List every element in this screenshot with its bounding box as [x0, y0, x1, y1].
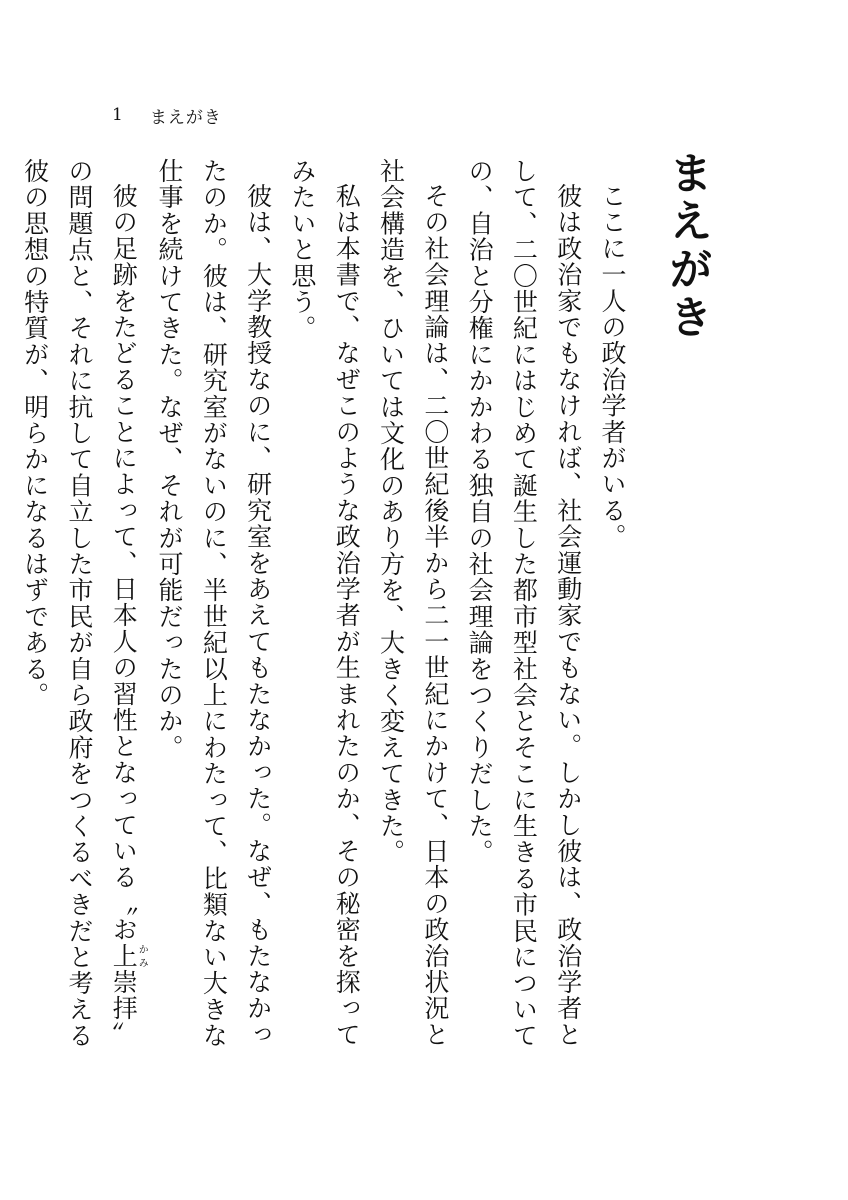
- paragraph-text: 崇拝〟の問題点と、それに抗して自立した市民が自ら政府をつくるべきだと考える彼の思想の特質が、明らかになるはずである。: [20, 158, 139, 1049]
- ruby-base: 上: [109, 942, 139, 970]
- body-text: [20, 158, 634, 1070]
- paragraph: 彼は政治家でもなければ、社会運動家でもない。しかし彼は、政治学者として、二〇世紀にはじめて誕生した都市型社会とそこに生きる市民についての、自治と分権にかかわる独自の社会理論をつくりだした。: [465, 158, 583, 1049]
- page-number: 1: [112, 105, 124, 125]
- paragraph: 彼は、大学教授なのに、研究室をあえてもたなかった。なぜ、もたなかったのか。彼は、研究室がないのに、半世紀以上にわたって、比類ない大きな仕事を続けてきた。なぜ、それが可能だったのか。: [155, 158, 273, 1049]
- paragraph-text: 彼の足跡をたどることによって、日本人の習性となっている〝お: [109, 183, 139, 943]
- ruby-reading: かみ: [136, 942, 148, 970]
- running-title: まえがき: [149, 107, 222, 128]
- ruby-annotation: [109, 942, 148, 970]
- chapter-title: まえがき: [661, 150, 712, 342]
- paragraph: [12, 158, 146, 1070]
- paragraph: その社会理論は、二〇世紀後半から二一世紀にかけて、日本の政治状況と社会構造を、ひいては文化のあり方を、大きく変えてきた。: [376, 158, 450, 1048]
- paragraph: ここに一人の政治学者がいる。: [598, 183, 627, 550]
- paragraph: 私は本書で、なぜこのような政治学者が生まれたのか、その秘密を探ってみたいと思う。: [287, 158, 362, 1048]
- running-header: [112, 101, 222, 129]
